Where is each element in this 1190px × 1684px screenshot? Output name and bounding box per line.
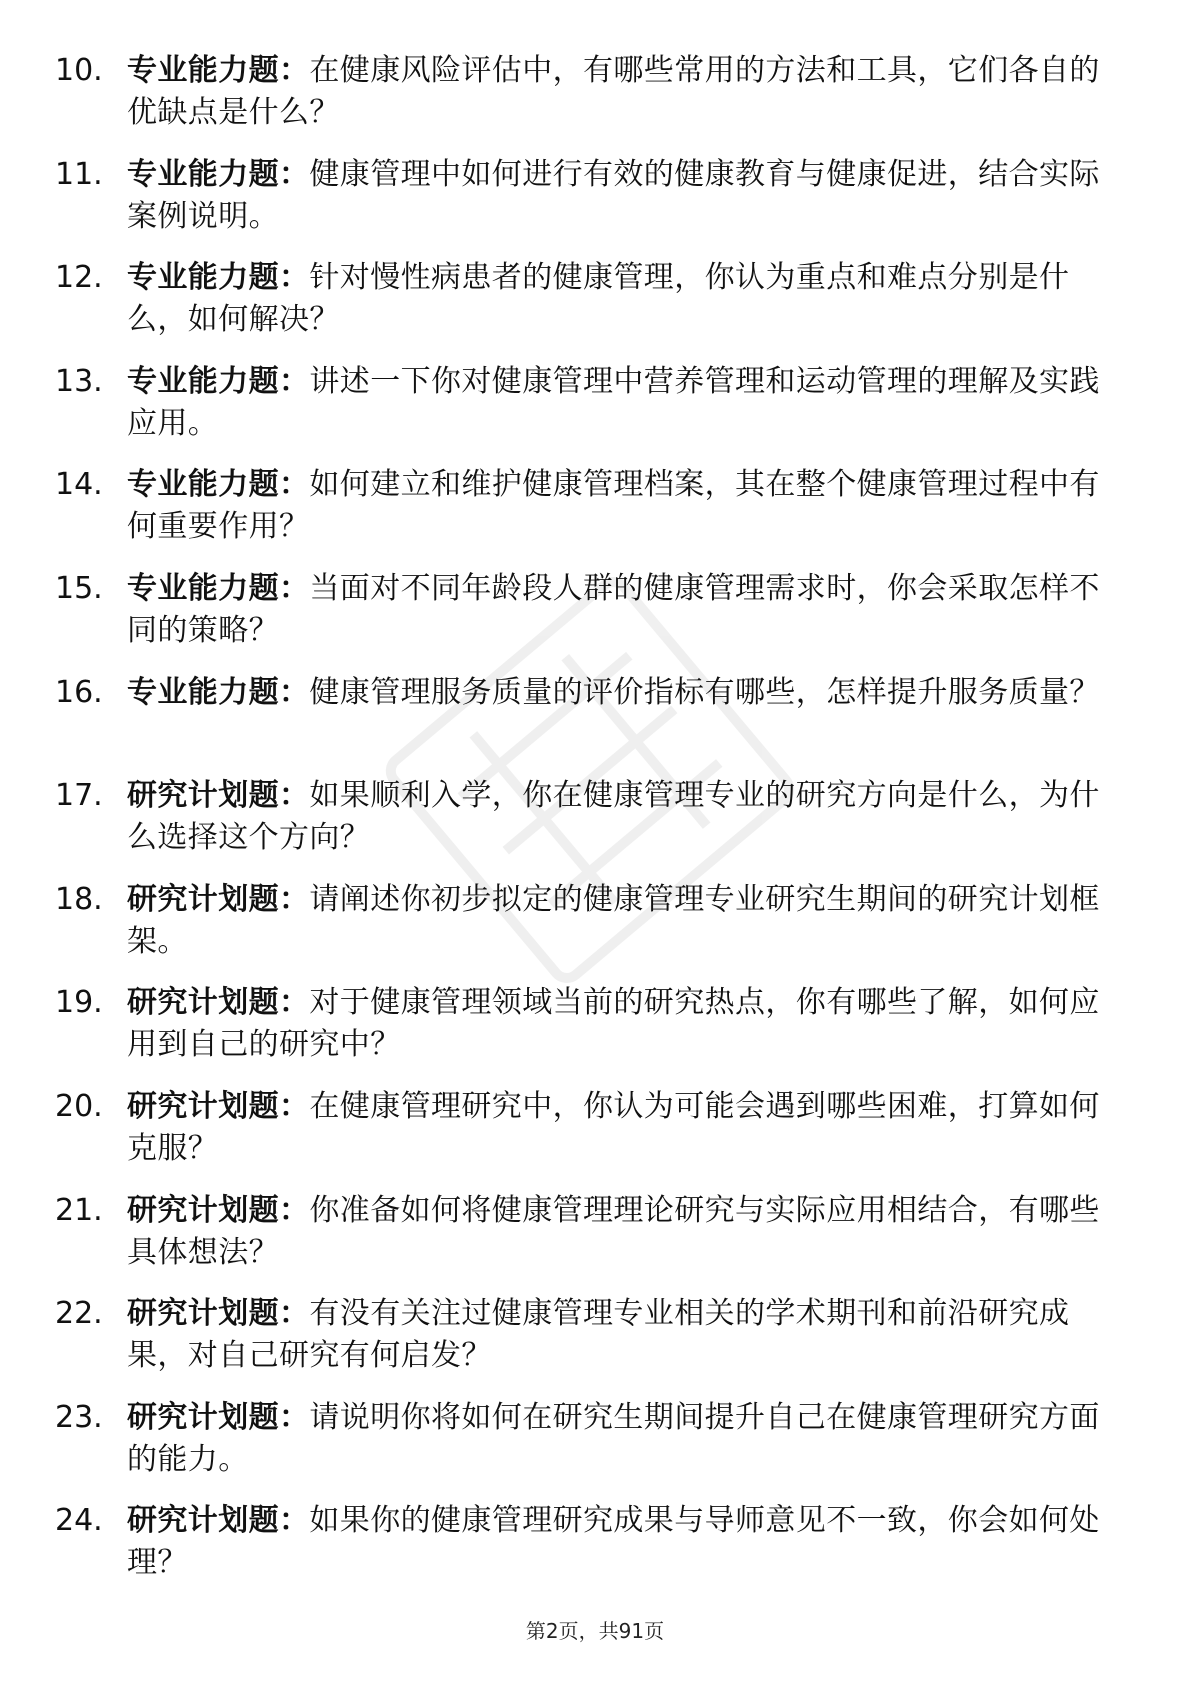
question-text: 请说明你将如何在研究生期间提升自己在健康管理研究方面的能力。 [127, 1399, 1100, 1477]
question-number: 17. [55, 778, 103, 814]
question-item [55, 672, 1115, 776]
question-category: 研究计划题： [127, 985, 310, 1021]
question-body [127, 568, 1115, 652]
question-item [55, 361, 1115, 465]
question-category: 专业能力题： [127, 363, 310, 399]
question-number: 21. [55, 1192, 103, 1228]
page-number: 第2页，共91页 [525, 1619, 665, 1643]
question-body [127, 1293, 1115, 1377]
question-item [55, 1086, 1115, 1190]
question-text: 请阐述你初步拟定的健康管理专业研究生期间的研究计划框架。 [127, 881, 1100, 959]
question-text: 当面对不同年龄段人群的健康管理需求时，你会采取怎样不同的策略？ [127, 570, 1100, 648]
page-footer [0, 1615, 1190, 1644]
question-body [127, 1190, 1115, 1274]
question-list [55, 50, 1115, 1604]
question-text: 健康管理服务质量的评价指标有哪些，怎样提升服务质量？ [309, 674, 1100, 710]
question-number: 13. [55, 363, 103, 399]
question-category: 专业能力题： [127, 467, 310, 503]
question-item [55, 982, 1115, 1086]
question-item [55, 1190, 1115, 1294]
question-body [127, 1500, 1115, 1584]
question-category: 研究计划题： [127, 1503, 310, 1539]
question-number: 11. [55, 156, 103, 192]
question-number: 14. [55, 467, 103, 503]
question-body [127, 775, 1115, 859]
question-number: 24. [55, 1503, 103, 1539]
question-body [127, 879, 1115, 963]
question-text: 在健康管理研究中，你认为可能会遇到哪些困难，打算如何克服？ [127, 1088, 1100, 1166]
question-body [127, 672, 1115, 714]
question-item [55, 775, 1115, 879]
question-item [55, 1293, 1115, 1397]
question-item [55, 154, 1115, 258]
question-body [127, 1397, 1115, 1481]
question-number: 19. [55, 985, 103, 1021]
question-text: 针对慢性病患者的健康管理，你认为重点和难点分别是什么，如何解决？ [127, 260, 1070, 338]
question-category: 专业能力题： [127, 674, 310, 710]
question-number: 12. [55, 260, 103, 296]
question-item [55, 568, 1115, 672]
question-number: 15. [55, 570, 103, 606]
question-number: 10. [55, 53, 103, 88]
question-text: 如果你的健康管理研究成果与导师意见不一致，你会如何处理？ [127, 1503, 1100, 1581]
question-text: 对于健康管理领域当前的研究热点，你有哪些了解，如何应用到自己的研究中？ [127, 985, 1100, 1063]
question-text: 健康管理中如何进行有效的健康教育与健康促进，结合实际案例说明。 [127, 156, 1100, 234]
question-category: 研究计划题： [127, 1296, 310, 1332]
question-item [55, 464, 1115, 568]
question-number: 16. [55, 674, 103, 710]
question-body [127, 1086, 1115, 1170]
question-body [127, 50, 1115, 134]
question-category: 专业能力题： [127, 53, 310, 88]
question-category: 研究计划题： [127, 778, 310, 814]
question-item [55, 50, 1115, 154]
question-text: 如果顺利入学，你在健康管理专业的研究方向是什么，为什么选择这个方向？ [127, 778, 1100, 856]
question-item [55, 1397, 1115, 1501]
question-text: 你准备如何将健康管理理论研究与实际应用相结合，有哪些具体想法？ [127, 1192, 1100, 1270]
question-body [127, 982, 1115, 1066]
question-number: 20. [55, 1088, 103, 1124]
question-body [127, 464, 1115, 548]
question-body [127, 154, 1115, 238]
question-item [55, 257, 1115, 361]
question-category: 研究计划题： [127, 881, 310, 917]
question-category: 专业能力题： [127, 570, 310, 606]
question-number: 18. [55, 881, 103, 917]
question-body [127, 257, 1115, 341]
question-text: 有没有关注过健康管理专业相关的学术期刊和前沿研究成果，对自己研究有何启发？ [127, 1296, 1070, 1374]
question-number: 23. [55, 1399, 103, 1435]
question-category: 专业能力题： [127, 156, 310, 192]
question-category: 研究计划题： [127, 1399, 310, 1435]
question-number: 22. [55, 1296, 103, 1332]
question-text: 讲述一下你对健康管理中营养管理和运动管理的理解及实践应用。 [127, 363, 1100, 441]
question-body [127, 361, 1115, 445]
question-text: 在健康风险评估中，有哪些常用的方法和工具，它们各自的优缺点是什么？ [127, 53, 1100, 130]
question-text: 如何建立和维护健康管理档案，其在整个健康管理过程中有何重要作用？ [127, 467, 1100, 545]
question-item [55, 1500, 1115, 1604]
question-item [55, 879, 1115, 983]
question-category: 专业能力题： [127, 260, 310, 296]
question-category: 研究计划题： [127, 1088, 310, 1124]
question-category: 研究计划题： [127, 1192, 310, 1228]
